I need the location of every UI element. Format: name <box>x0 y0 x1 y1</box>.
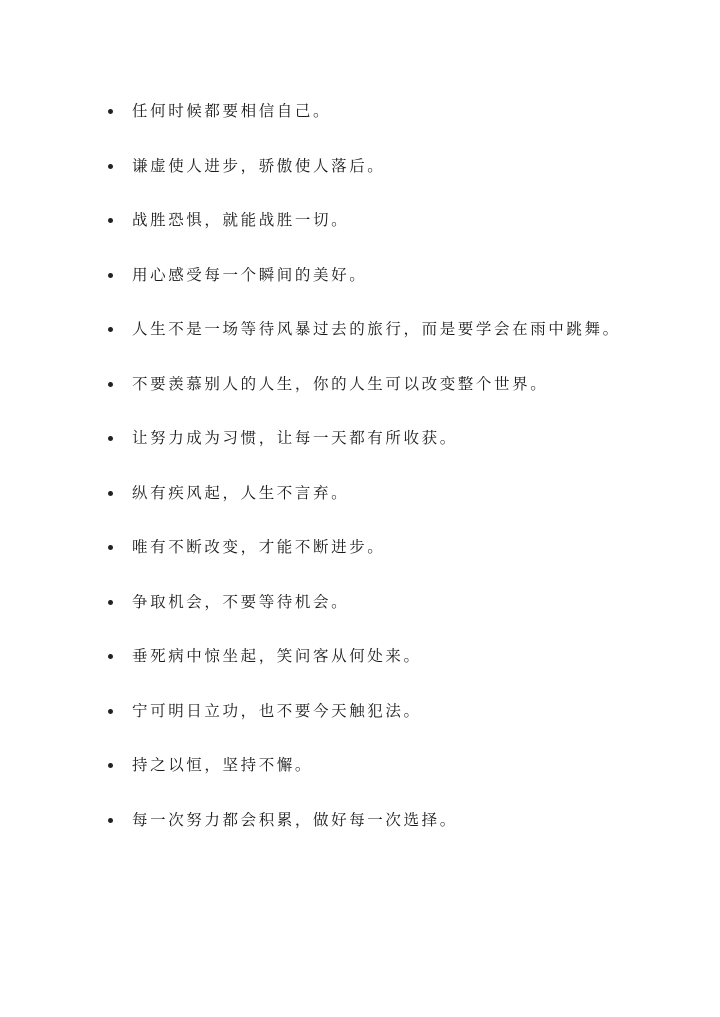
bullet-icon <box>108 491 113 496</box>
list-item-text: 宁可明日立功，也不要今天触犯法。 <box>132 701 422 720</box>
list-item <box>108 738 628 793</box>
list-item <box>108 466 628 521</box>
bullet-icon <box>108 763 113 768</box>
list-item <box>108 248 628 303</box>
list-item <box>108 629 628 684</box>
bullet-icon <box>108 109 113 114</box>
bullet-icon <box>108 436 113 441</box>
list-item-text: 垂死病中惊坐起，笑问客从何处来。 <box>132 647 422 665</box>
list-item-text: 每一次努力都会积累，做好每一次选择。 <box>132 810 458 829</box>
list-item-text: 持之以恒，坚持不懈。 <box>132 756 314 774</box>
list-item-text: 战胜恐惧，就能战胜一切。 <box>132 211 350 229</box>
bullet-icon <box>108 545 113 550</box>
list-item <box>108 139 628 194</box>
bullet-icon <box>108 382 113 387</box>
list-item <box>108 411 628 466</box>
list-item-text: 谦虚使人进步，骄傲使人落后。 <box>132 156 386 175</box>
list-item <box>108 302 628 357</box>
list-item-text: 让努力成为习惯，让每一天都有所收获。 <box>132 429 458 447</box>
list-item-text: 唯有不断改变，才能不断进步。 <box>132 538 386 556</box>
bullet-icon <box>108 818 113 823</box>
list-item <box>108 684 628 739</box>
list-item <box>108 575 628 630</box>
bullet-icon <box>108 273 113 278</box>
list-item-text: 纵有疾风起，人生不言弃。 <box>132 483 350 502</box>
list-item <box>108 357 628 412</box>
bullet-icon <box>108 654 113 659</box>
list-item-text: 人生不是一场等待风暴过去的旅行，而是要学会在雨中跳舞。 <box>132 320 621 338</box>
list-item-text: 争取机会，不要等待机会。 <box>132 592 350 611</box>
list-item <box>108 793 628 848</box>
list-item <box>108 84 628 139</box>
bullet-icon <box>108 327 113 332</box>
list-item-text: 任何时候都要相信自己。 <box>132 102 332 120</box>
quote-list <box>108 84 628 847</box>
list-item-text: 不要羡慕别人的人生，你的人生可以改变整个世界。 <box>132 374 549 393</box>
bullet-icon <box>108 600 113 605</box>
bullet-icon <box>108 709 113 714</box>
list-item-text: 用心感受每一个瞬间的美好。 <box>132 265 368 284</box>
bullet-icon <box>108 218 113 223</box>
bullet-icon <box>108 164 113 169</box>
list-item <box>108 520 628 575</box>
list-item <box>108 193 628 248</box>
